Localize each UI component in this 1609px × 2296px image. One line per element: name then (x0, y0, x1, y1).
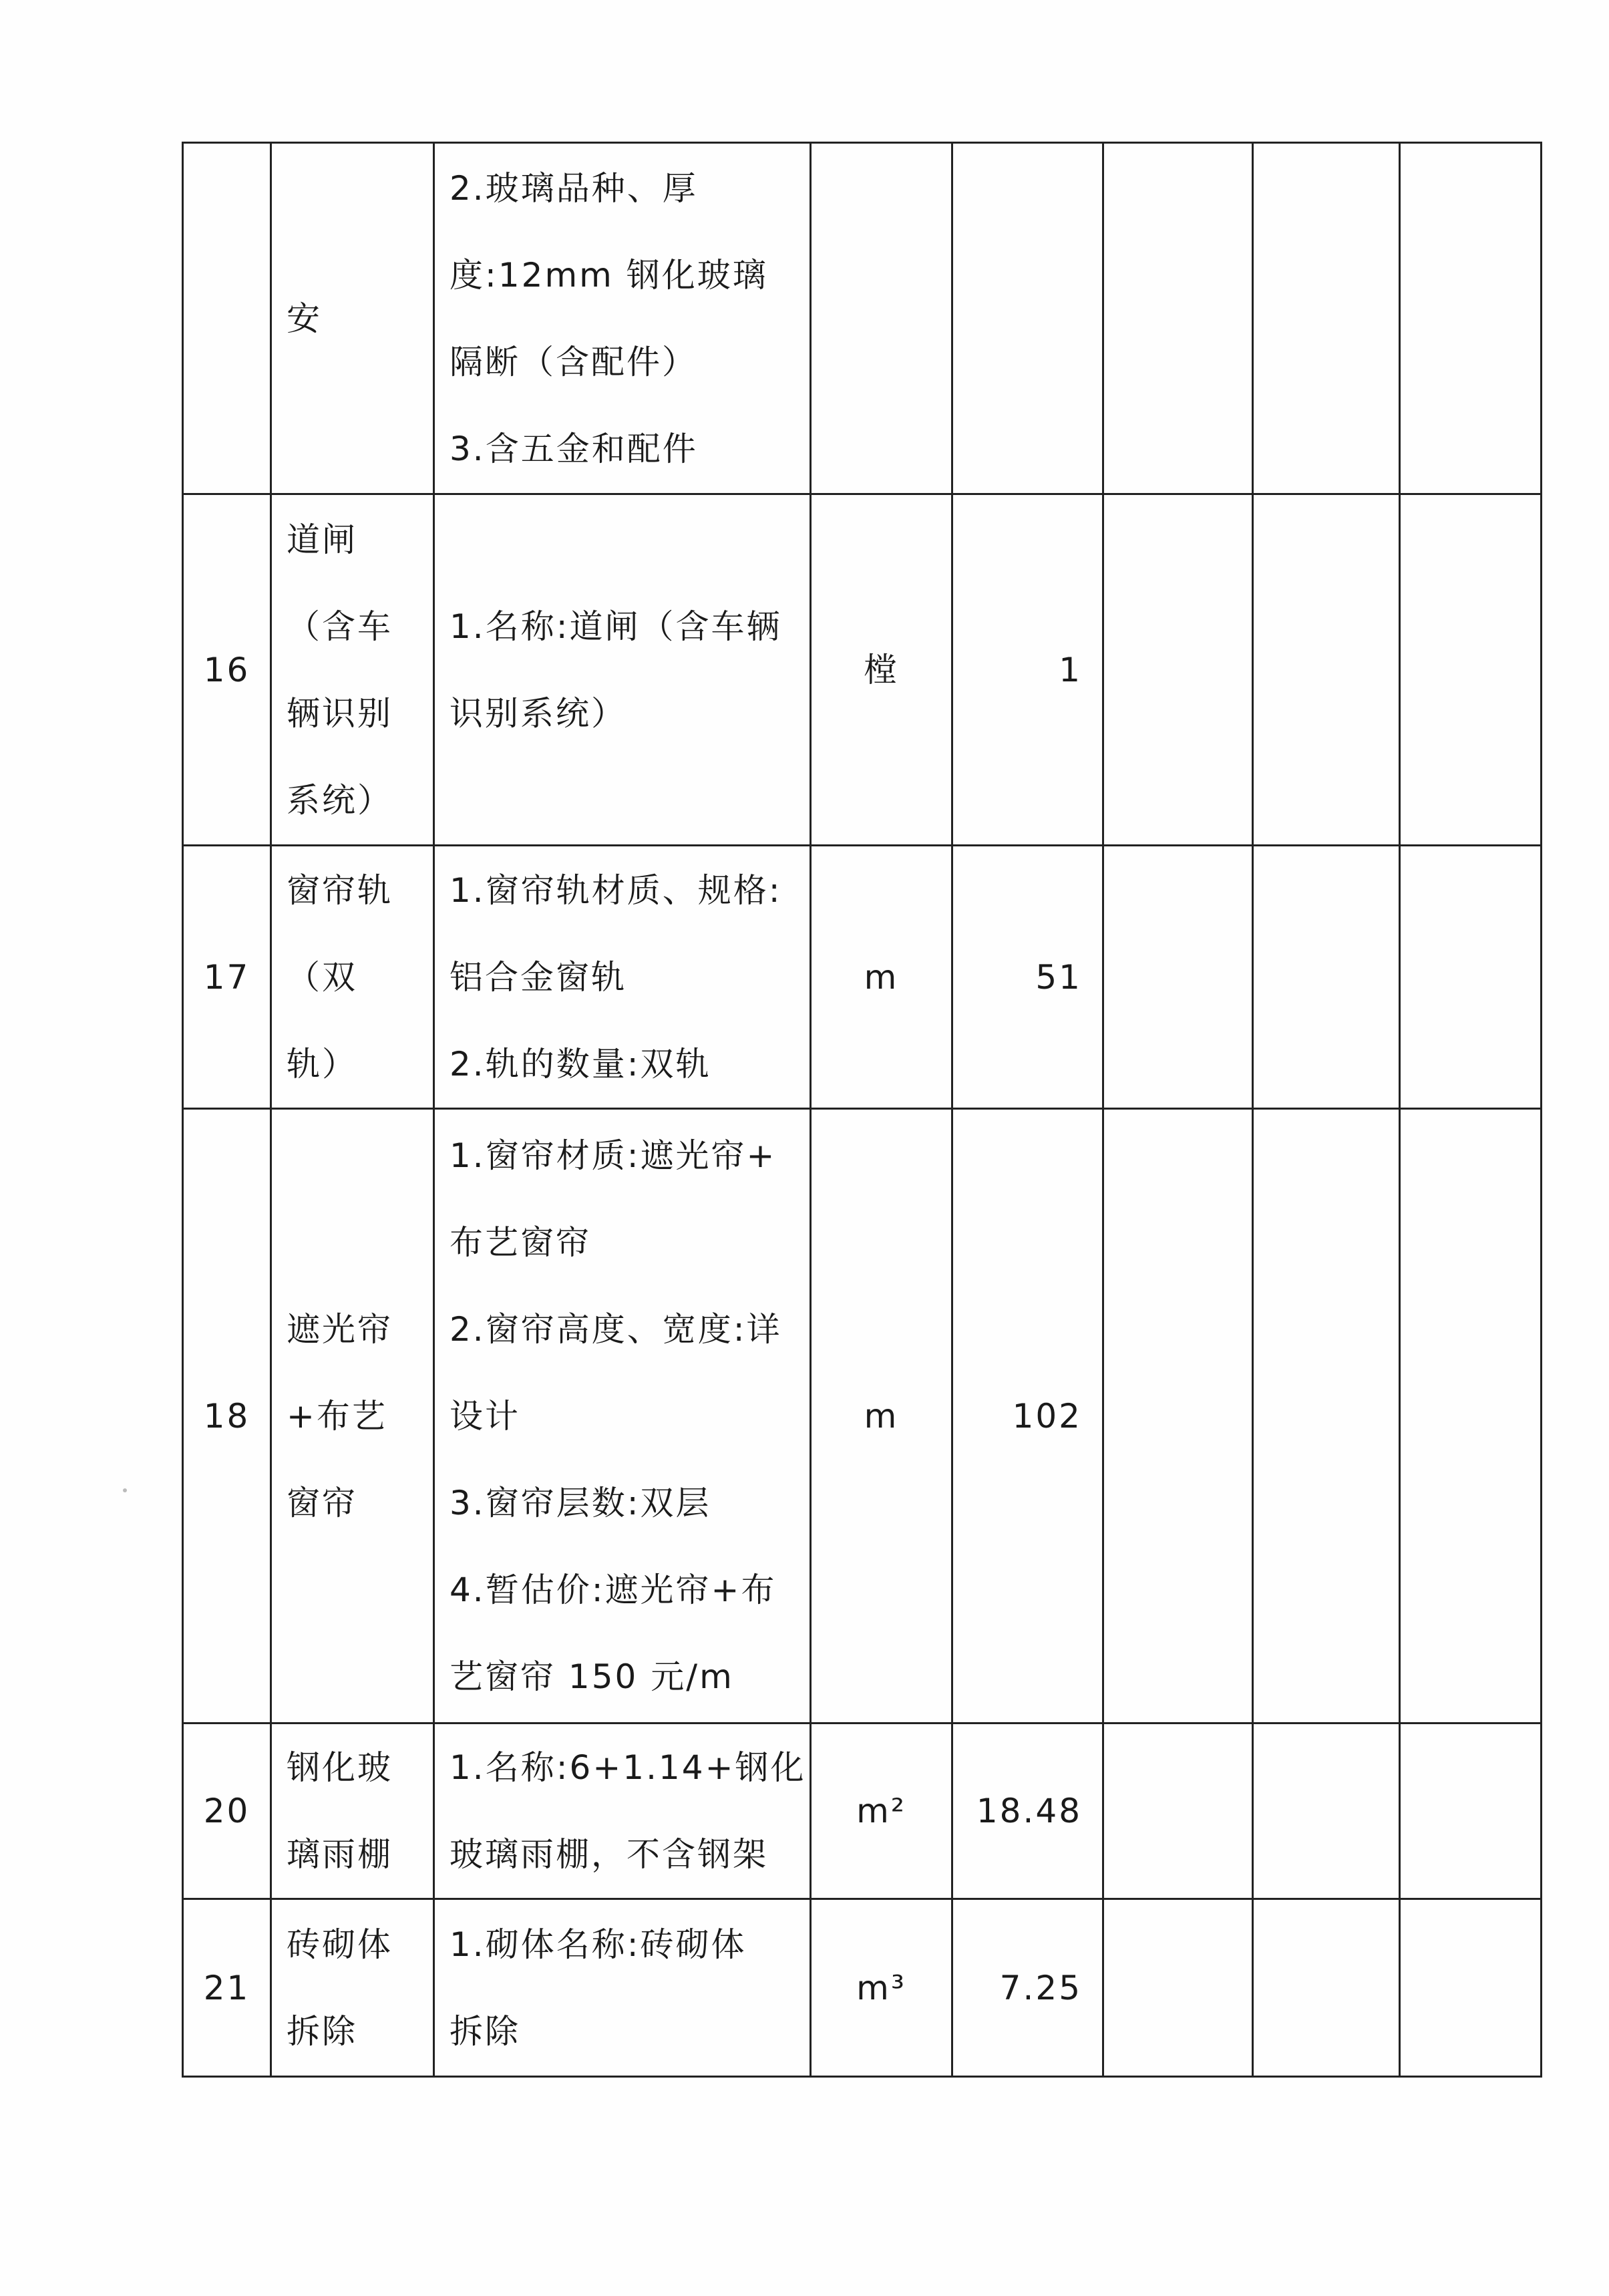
item-name-line: 砖砌体 (287, 1925, 393, 1964)
quantity-cell (952, 1109, 1103, 1724)
item-description-line: 1.窗帘轨材质、规格: (450, 870, 782, 910)
item-name-line: 辆识别 (287, 693, 393, 733)
item-description-cell (434, 846, 811, 1109)
table-body (183, 143, 1542, 2077)
item-name-line: 窗帘 (287, 1483, 357, 1522)
item-number-cell (183, 143, 271, 494)
item-description-cell (434, 1724, 811, 1899)
item-description-line: 铝合金窗轨 (450, 957, 627, 997)
item-number-cell (183, 1109, 271, 1724)
unit-cell (811, 494, 952, 846)
item-number-cell (183, 1724, 271, 1899)
item-number: 20 (203, 1792, 250, 1830)
item-description-line: 1.窗帘材质:遮光帘+ (450, 1136, 777, 1175)
item-number: 16 (203, 650, 250, 689)
scan-speck (123, 1488, 127, 1492)
item-number: 21 (203, 1968, 250, 2007)
unit-cell (811, 143, 952, 494)
quantity: 1 (1059, 650, 1082, 689)
empty-cell (1103, 494, 1253, 846)
item-description-line: 3.窗帘层数:双层 (450, 1483, 711, 1522)
empty-cell (1103, 846, 1253, 1109)
table-row (183, 494, 1542, 846)
empty-cell (1103, 1899, 1253, 2077)
bill-of-quantities-table (182, 142, 1542, 2078)
quantity: 7.25 (999, 1968, 1082, 2007)
unit-cell (811, 846, 952, 1109)
quantity-cell (952, 1724, 1103, 1899)
unit: 樘 (864, 650, 899, 689)
item-description-line: 艺窗帘 150 元/m (450, 1657, 734, 1696)
item-name-cell (271, 1724, 434, 1899)
table-row (183, 846, 1542, 1109)
item-name-line: 遮光帘 (287, 1309, 393, 1349)
empty-cell (1253, 494, 1400, 846)
item-name-line: 轨） (287, 1044, 357, 1084)
unit-cell (811, 1109, 952, 1724)
table-row (183, 1109, 1542, 1724)
empty-cell (1253, 143, 1400, 494)
empty-cell (1400, 1724, 1542, 1899)
quantity: 102 (1012, 1396, 1082, 1436)
unit: m² (856, 1792, 906, 1830)
empty-cell (1103, 1109, 1253, 1724)
item-number-cell (183, 494, 271, 846)
item-number: 18 (203, 1396, 250, 1436)
item-description-line: 设计 (450, 1396, 520, 1436)
quantity: 51 (1035, 957, 1082, 997)
item-name-line: 拆除 (287, 2011, 357, 2051)
empty-cell (1400, 1899, 1542, 2077)
item-number: 17 (203, 957, 250, 997)
item-description-line: 1.砌体名称:砖砌体 (450, 1925, 747, 1964)
item-description-line: 3.含五金和配件 (450, 429, 698, 468)
item-name-cell (271, 846, 434, 1109)
item-name-cell (271, 143, 434, 494)
item-name-cell (271, 1899, 434, 2077)
unit-cell (811, 1899, 952, 2077)
empty-cell (1400, 846, 1542, 1109)
empty-cell (1103, 143, 1253, 494)
item-description-line: 1.名称:6+1.14+钢化 (450, 1748, 806, 1787)
unit: m³ (856, 1968, 906, 2007)
empty-cell (1253, 1724, 1400, 1899)
item-description-line: 2.窗帘高度、宽度:详 (450, 1309, 782, 1349)
item-name-line: 系统） (287, 780, 393, 820)
item-description-cell (434, 1899, 811, 2077)
unit-cell (811, 1724, 952, 1899)
empty-cell (1400, 494, 1542, 846)
quantity-cell (952, 846, 1103, 1109)
empty-cell (1400, 143, 1542, 494)
item-description-line: 度:12mm 钢化玻璃 (450, 255, 768, 295)
quantity: 18.48 (976, 1792, 1082, 1830)
item-number-cell (183, 1899, 271, 2077)
item-name-line: 安 (287, 299, 322, 338)
table-row (183, 1724, 1542, 1899)
empty-cell (1253, 1109, 1400, 1724)
empty-cell (1253, 846, 1400, 1109)
table-row (183, 143, 1542, 494)
empty-cell (1400, 1109, 1542, 1724)
unit: m (864, 957, 899, 997)
item-description-line: 识别系统） (450, 693, 627, 733)
item-number-cell (183, 846, 271, 1109)
item-name-line: 窗帘轨 (287, 870, 393, 910)
quantity-cell (952, 143, 1103, 494)
item-name-cell (271, 494, 434, 846)
table-row (183, 1899, 1542, 2077)
item-description-line: 拆除 (450, 2011, 520, 2051)
item-description-cell (434, 1109, 811, 1724)
item-description-cell (434, 143, 811, 494)
item-description-line: 2.玻璃品种、厚 (450, 168, 698, 208)
empty-cell (1103, 1724, 1253, 1899)
item-name-line: 璃雨棚 (287, 1835, 393, 1874)
item-name-line: （含车 (287, 607, 393, 646)
item-name-line: +布艺 (287, 1396, 387, 1436)
item-description-line: 2.轨的数量:双轨 (450, 1044, 711, 1084)
quantity-cell (952, 494, 1103, 846)
item-description-line: 玻璃雨棚，不含钢架 (450, 1835, 768, 1874)
quantity-table-wrapper (182, 142, 1540, 2078)
quantity-cell (952, 1899, 1103, 2077)
item-description-line: 隔断（含配件） (450, 342, 697, 381)
item-description-cell (434, 494, 811, 846)
empty-cell (1253, 1899, 1400, 2077)
item-name-line: 道闸 (287, 520, 357, 559)
item-name-line: （双 (287, 957, 357, 997)
item-description-line: 布艺窗帘 (450, 1222, 591, 1262)
unit: m (864, 1396, 899, 1436)
item-name-cell (271, 1109, 434, 1724)
item-description-line: 4.暂估价:遮光帘+布 (450, 1570, 777, 1609)
item-description-line: 1.名称:道闸（含车辆 (450, 607, 782, 646)
item-name-line: 钢化玻 (287, 1748, 393, 1787)
